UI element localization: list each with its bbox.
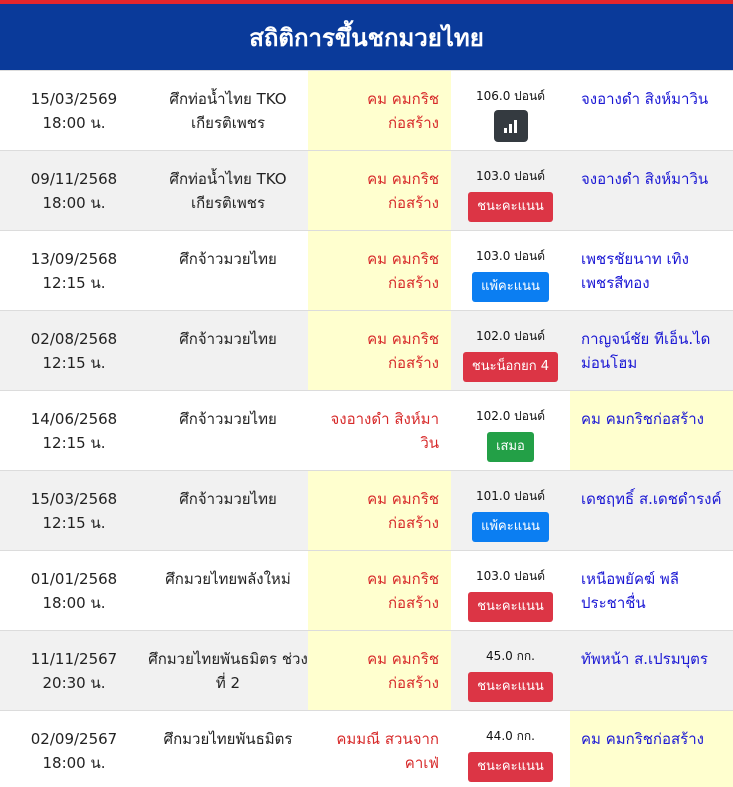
event-name: ศึกจ้าวมวยไทย [179, 250, 277, 268]
result-badge[interactable]: ชนะคะแนน [468, 592, 553, 622]
fight-datetime [0, 311, 148, 390]
table-row [0, 231, 733, 311]
table-row [0, 71, 733, 151]
red-corner-fighter[interactable]: คม คมกริช ก่อสร้าง [308, 471, 451, 550]
event-name: ศึกจ้าวมวยไทย [179, 410, 277, 428]
result-badge[interactable]: ชนะคะแนน [468, 672, 553, 702]
weight-label: 102.0 ปอนด์ [476, 329, 545, 343]
fight-result-cell [451, 151, 570, 230]
table-row [0, 471, 733, 551]
table-row [0, 551, 733, 631]
event-name: ศึกมวยไทยพลังใหม่ [165, 570, 291, 588]
fight-datetime [0, 391, 148, 470]
blue-corner-fighter[interactable]: เหนือพยัคฆ์ พลีประชาชื่น [581, 570, 679, 612]
red-corner-fighter[interactable]: คม คมกริช ก่อสร้าง [308, 551, 451, 630]
event-name: ศึกมวยไทยพันธมิตร [163, 730, 293, 748]
fight-datetime [0, 231, 148, 310]
blue-corner-fighter[interactable]: คม คมกริชก่อสร้าง [570, 711, 733, 787]
fight-result-cell [451, 711, 570, 787]
weight-label: 101.0 ปอนด์ [476, 489, 545, 503]
blue-corner-fighter[interactable]: จงอางดำ สิงห์มาวิน [581, 90, 709, 108]
fight-result-cell [451, 551, 570, 630]
fight-date: 14/06/2568 [30, 410, 118, 428]
fight-time: 12:15 น. [42, 354, 106, 372]
fight-date: 15/03/2568 [30, 490, 118, 508]
red-corner-fighter[interactable]: คม คมกริช ก่อสร้าง [308, 311, 451, 390]
blue-corner-fighter[interactable]: จงอางดำ สิงห์มาวิน [581, 170, 709, 188]
event-name: ศึกท่อน้ำไทย TKO เกียรติเพชร [169, 170, 287, 212]
red-corner-fighter[interactable]: คมมณี สวนจากคาเฟ่ [336, 730, 439, 772]
fight-date: 11/11/2567 [30, 650, 118, 668]
fight-time: 12:15 น. [42, 434, 106, 452]
fight-time: 12:15 น. [42, 514, 106, 532]
page-title: สถิติการขึ้นชกมวยไทย [0, 4, 733, 70]
table-row [0, 391, 733, 471]
red-corner-fighter[interactable]: คม คมกริช ก่อสร้าง [308, 71, 451, 150]
fight-time: 18:00 น. [42, 594, 106, 612]
table-row [0, 631, 733, 711]
fight-result-cell [451, 471, 570, 550]
result-badge[interactable]: ชนะคะแนน [468, 752, 553, 782]
table-row [0, 311, 733, 391]
fight-date: 02/08/2568 [30, 330, 118, 348]
weight-label: 103.0 ปอนด์ [476, 249, 545, 263]
weight-label: 106.0 ปอนด์ [476, 89, 545, 103]
weight-label: 103.0 ปอนด์ [476, 169, 545, 183]
red-corner-fighter[interactable]: คม คมกริช ก่อสร้าง [308, 151, 451, 230]
blue-corner-fighter[interactable]: ทัพหน้า ส.เปรมบุตร [581, 650, 708, 668]
fight-date: 09/11/2568 [30, 170, 118, 188]
blue-corner-fighter[interactable]: คม คมกริชก่อสร้าง [570, 391, 733, 470]
red-corner-fighter[interactable]: คม คมกริช ก่อสร้าง [308, 231, 451, 310]
fight-result-cell [451, 631, 570, 710]
fight-datetime [0, 711, 148, 787]
fight-datetime [0, 551, 148, 630]
result-badge[interactable]: ชนะน็อกยก 4 [463, 352, 558, 382]
fight-time: 20:30 น. [42, 674, 106, 692]
result-badge[interactable]: แพ้คะแนน [472, 512, 549, 542]
red-corner-fighter[interactable]: คม คมกริช ก่อสร้าง [308, 631, 451, 710]
fight-result-cell [451, 231, 570, 310]
fight-date: 02/09/2567 [30, 730, 118, 748]
fight-date: 01/01/2568 [30, 570, 118, 588]
weight-label: 45.0 กก. [486, 649, 535, 663]
fight-datetime [0, 151, 148, 230]
event-name: ศึกจ้าวมวยไทย [179, 330, 277, 348]
fight-date: 13/09/2568 [30, 250, 118, 268]
blue-corner-fighter[interactable]: เพชรชัยนาท เทิง เพชรสีทอง [581, 250, 689, 292]
blue-corner-fighter[interactable]: เดชฤทธิ์ ส.เดชดำรงค์ [581, 490, 722, 508]
fight-result-cell [451, 71, 570, 150]
result-badge[interactable]: แพ้คะแนน [472, 272, 549, 302]
event-name: ศึกมวยไทยพันธมิตร ช่วงที่ 2 [148, 650, 308, 692]
table-row [0, 151, 733, 231]
result-badge[interactable]: เสมอ [487, 432, 534, 462]
fight-datetime [0, 471, 148, 550]
fight-time: 12:15 น. [42, 274, 106, 292]
fight-time: 18:00 น. [42, 754, 106, 772]
weight-label: 103.0 ปอนด์ [476, 569, 545, 583]
fight-time: 18:00 น. [42, 194, 106, 212]
event-name: ศึกจ้าวมวยไทย [179, 490, 277, 508]
event-name: ศึกท่อน้ำไทย TKO เกียรติเพชร [169, 90, 287, 132]
bar-chart-icon[interactable] [494, 110, 528, 142]
weight-label: 44.0 กก. [486, 729, 535, 743]
blue-corner-fighter[interactable]: กาญจน์ชัย ทีเอ็น.ไดม่อนโฮม [581, 330, 711, 372]
fight-datetime [0, 631, 148, 710]
weight-label: 102.0 ปอนด์ [476, 409, 545, 423]
fight-result-cell [451, 391, 570, 470]
fight-record-table [0, 70, 733, 787]
fight-date: 15/03/2569 [30, 90, 118, 108]
red-corner-fighter[interactable]: จงอางดำ สิงห์มาวิน [330, 410, 439, 452]
result-badge[interactable]: ชนะคะแนน [468, 192, 553, 222]
fight-result-cell [451, 311, 570, 390]
fight-datetime [0, 71, 148, 150]
fight-time: 18:00 น. [42, 114, 106, 132]
table-row [0, 711, 733, 787]
